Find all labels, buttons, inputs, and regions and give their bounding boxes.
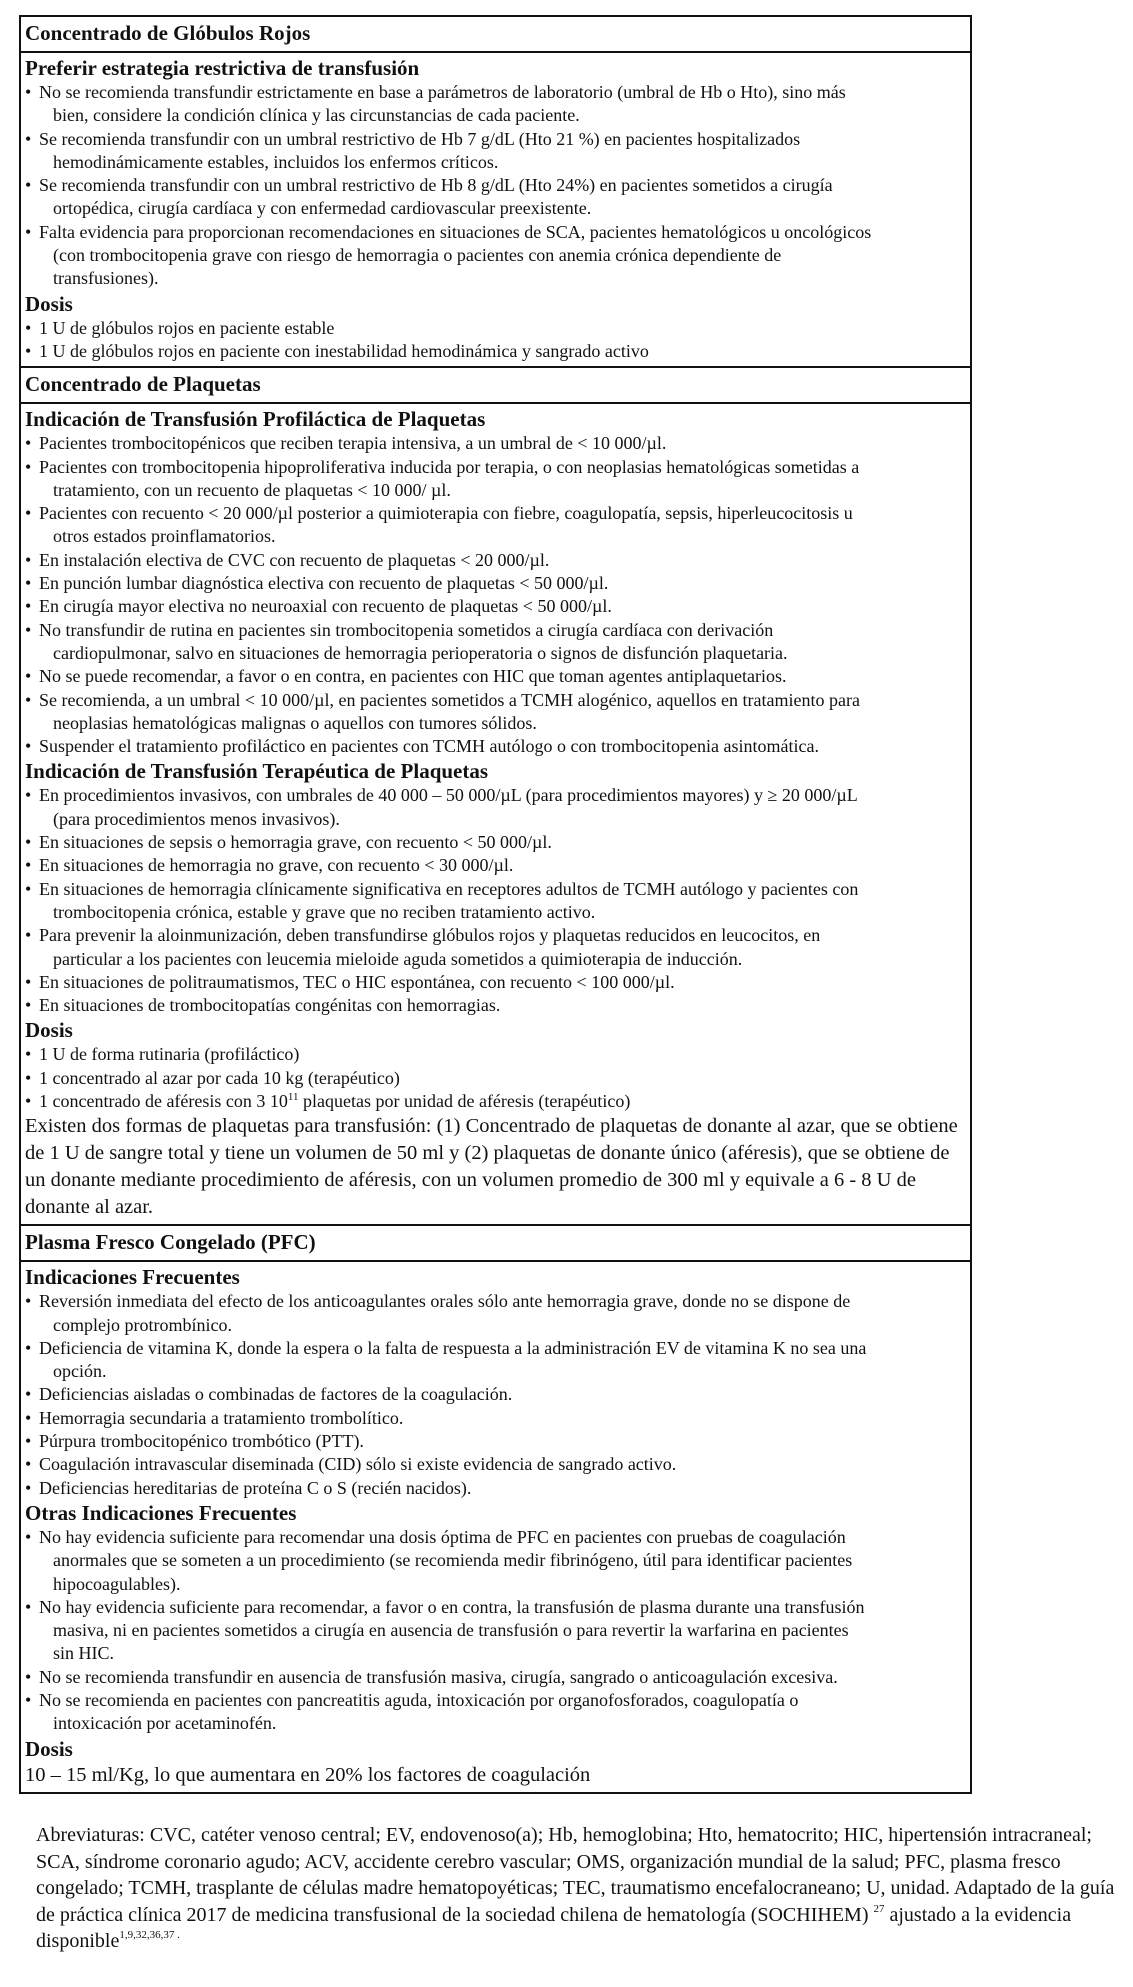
list-item — [25, 1526, 964, 1596]
list-item — [25, 432, 964, 455]
list-item — [25, 665, 964, 688]
bullet-text: Deficiencias aisladas o combinadas de factores de la coagulación. — [39, 1384, 513, 1405]
plasma-other-list — [25, 1526, 964, 1736]
bullet-text: No transfundir de rutina en pacientes sin trombocitopenia sometidos a cirugía cardíaca con derivación — [39, 619, 774, 640]
bullet-text: En situaciones de hemorragia clínicamente significativa en receptores adultos de TCMH autólogo y pacientes con — [39, 878, 859, 899]
bullet-text: Se recomienda, a un umbral < 10 000/µl, en pacientes sometidos a TCMH alogénico, aquellos en tratamiento para — [39, 689, 860, 710]
rbc-bullet-list — [25, 81, 964, 291]
bullet-continuation: (con trombocitopenia grave con riesgo de hemorragia o pacientes con anemia crónica dependiente de — [53, 245, 782, 266]
list-item — [25, 1043, 964, 1066]
bullet-continuation: otros estados proinflamatorios. — [53, 526, 276, 547]
bullet-text: En cirugía mayor electiva no neuroaxial con recuento de plaquetas < 50 000/µl. — [39, 596, 612, 617]
bullet-continuation: anormales que se someten a un procedimiento (se recomienda medir fibrinógeno, útil para identificar pacientes — [53, 1550, 853, 1571]
list-item — [25, 1596, 964, 1666]
bullet-continuation: tratamiento, con un recuento de plaquetas < 10 000/ µl. — [53, 479, 451, 500]
rbc-subtitle: Preferir estrategia restrictiva de transfusión — [25, 56, 420, 80]
rbc-dose-title: Dosis — [25, 291, 73, 316]
bullet-text: En situaciones de sepsis o hemorragia grave, con recuento < 50 000/µl. — [39, 832, 552, 853]
list-item — [25, 1430, 964, 1453]
bullet-text: 1 U de glóbulos rojos en paciente estable — [39, 317, 335, 338]
apheresis-dose-pre: 1 concentrado de aféresis con 3 10 — [39, 1090, 288, 1111]
bullet-continuation: masiva, ni en pacientes sometidos a cirugía en ausencia de transfusión o para revertir la warfarina en pacientes — [53, 1620, 849, 1641]
list-item — [25, 878, 964, 925]
list-item — [25, 924, 964, 971]
transfusion-table — [19, 15, 972, 1794]
list-item — [25, 502, 964, 549]
bullet-continuation: trombocitopenia crónica, estable y grave que no reciben tratamiento activo. — [53, 901, 596, 922]
bullet-text: No se puede recomendar, a favor o en contra, en pacientes con HIC que toman agentes antiplaquetarios. — [39, 666, 787, 687]
list-item — [25, 1453, 964, 1476]
plasma-frequent-list — [25, 1290, 964, 1500]
footnote-ref-list: 1,9,32,36,37 . — [119, 1929, 180, 1941]
platelets-section-body — [20, 403, 971, 1225]
list-item — [25, 1477, 964, 1500]
list-item — [25, 971, 964, 994]
rbc-dose-list — [25, 317, 964, 364]
list-item — [25, 128, 964, 175]
bullet-continuation: hipocoagulables). — [53, 1573, 181, 1594]
list-item — [25, 572, 964, 595]
bullet-text: No hay evidencia suficiente para recomendar, a favor o en contra, la transfusión de plasma durante una transfusión — [39, 1596, 865, 1617]
rbc-section-body — [20, 52, 971, 367]
platelets-section-title: Concentrado de Plaquetas — [20, 367, 971, 403]
bullet-text: Falta evidencia para proporcionan recomendaciones en situaciones de SCA, pacientes hematológicos u oncológicos — [39, 221, 872, 242]
abbreviations-footnote — [36, 1822, 1121, 1955]
platelets-dose-title: Dosis — [25, 1018, 73, 1043]
bullet-text: 1 U de glóbulos rojos en paciente con inestabilidad hemodinámica y sangrado activo — [39, 340, 649, 361]
list-item — [25, 595, 964, 618]
bullet-continuation: ortopédica, cirugía cardíaca y con enfermedad cardiovascular preexistente. — [53, 198, 592, 219]
list-item — [25, 1067, 964, 1090]
bullet-text: Se recomienda transfundir con un umbral restrictivo de Hb 8 g/dL (Hto 24%) en pacientes sometidos a cirugía — [39, 175, 833, 196]
list-item — [25, 689, 964, 736]
bullet-continuation: intoxicación por acetaminofén. — [53, 1713, 277, 1734]
bullet-text: Suspender el tratamiento profiláctico en pacientes con TCMH autólogo o con trombocitopenia asintomática. — [39, 736, 819, 757]
platelets-dose-list — [25, 1043, 964, 1090]
bullet-continuation: opción. — [53, 1361, 107, 1382]
bullet-continuation: (para procedimientos menos invasivos). — [53, 808, 340, 829]
bullet-continuation: bien, considere la condición clínica y las circunstancias de cada paciente. — [53, 105, 580, 126]
list-item — [25, 735, 964, 758]
list-item — [25, 221, 964, 291]
list-item — [25, 81, 964, 128]
platelets-therapeutic-list — [25, 784, 964, 1017]
bullet-text: En instalación electiva de CVC con recuento de plaquetas < 20 000/µl. — [39, 549, 550, 570]
bullet-text: Púrpura trombocitopénico trombótico (PTT). — [39, 1431, 364, 1452]
bullet-text: En punción lumbar diagnóstica electiva con recuento de plaquetas < 50 000/µl. — [39, 573, 609, 594]
apheresis-dose-post: plaquetas por unidad de aféresis (terapéutico) — [298, 1090, 631, 1111]
bullet-text: Hemorragia secundaria a tratamiento trombolítico. — [39, 1407, 404, 1428]
list-item — [25, 831, 964, 854]
list-item — [25, 1383, 964, 1406]
list-item — [25, 1290, 964, 1337]
platelets-prophylactic-list — [25, 432, 964, 758]
bullet-text: Pacientes trombocitopénicos que reciben terapia intensiva, a un umbral de < 10 000/µl. — [39, 433, 667, 454]
bullet-text: En procedimientos invasivos, con umbrales de 40 000 – 50 000/µL (para procedimientos mayores) y ≥ 20 000/µL — [39, 785, 858, 806]
footnote-text-2: ajustado a la evidencia disponible — [36, 1903, 1072, 1952]
list-item — [25, 317, 964, 340]
plasma-other-title: Otras Indicaciones Frecuentes — [25, 1500, 297, 1525]
bullet-text: En situaciones de politraumatismos, TEC o HIC espontánea, con recuento < 100 000/µl. — [39, 971, 675, 992]
plasma-dose-text: 10 – 15 ml/Kg, lo que aumentara en 20% los factores de coagulación — [25, 1763, 591, 1786]
list-item — [25, 1689, 964, 1736]
bullet-text: Se recomienda transfundir con un umbral restrictivo de Hb 7 g/dL (Hto 21 %) en pacientes hospitalizados — [39, 128, 801, 149]
rbc-section-title: Concentrado de Glóbulos Rojos — [20, 16, 971, 52]
bullet-text: Para prevenir la aloinmunización, deben transfundirse glóbulos rojos y plaquetas reducidos en leucocitos, en — [39, 925, 821, 946]
bullet-text: No se recomienda transfundir estrictamente en base a parámetros de laboratorio (umbral de Hb o Hto), sino más — [39, 82, 846, 102]
bullet-text: Reversión inmediata del efecto de los anticoagulantes orales sólo ante hemorragia grave, donde no se dispone de — [39, 1291, 851, 1312]
bullet-text: No se recomienda en pacientes con pancreatitis aguda, intoxicación por organofosforados, coagulopatía o — [39, 1690, 799, 1711]
platelets-therapeutic-title: Indicación de Transfusión Terapéutica de Plaquetas — [25, 759, 489, 784]
list-item — [25, 1666, 964, 1689]
plasma-dose-title: Dosis — [25, 1736, 73, 1761]
apheresis-dose-exponent: 11 — [287, 1090, 299, 1103]
plasma-section-body — [20, 1261, 971, 1792]
bullet-continuation: complejo protrombínico. — [53, 1314, 232, 1335]
list-item — [25, 619, 964, 666]
bullet-text: Deficiencias hereditarias de proteína C o S (recién nacidos). — [39, 1477, 472, 1498]
list-item — [25, 340, 964, 363]
list-item — [25, 994, 964, 1017]
bullet-continuation: particular a los pacientes con leucemia mieloide aguda sometidos a quimioterapia de inducción. — [53, 948, 743, 969]
bullet-continuation: neoplasias hematológicas malignas o aquellos con tumores sólidos. — [53, 712, 537, 733]
footnote-ref-27: 27 — [873, 1902, 885, 1915]
bullet-text: En situaciones de hemorragia no grave, con recuento < 30 000/µl. — [39, 855, 514, 876]
bullet-text: 1 concentrado al azar por cada 10 kg (terapéutico) — [39, 1067, 400, 1088]
bullet-text: No se recomienda transfundir en ausencia de transfusión masiva, cirugía, sangrado o anticoagulación excesiva. — [39, 1666, 838, 1687]
bullet-text: 1 U de forma rutinaria (profiláctico) — [39, 1044, 300, 1065]
bullet-text: No hay evidencia suficiente para recomendar una dosis óptima de PFC en pacientes con pruebas de coagulación — [39, 1526, 846, 1547]
bullet-text: Deficiencia de vitamina K, donde la espera o la falta de respuesta a la administración EV de vitamina K no sea una — [39, 1337, 867, 1358]
platelets-forms-paragraph: Existen dos formas de plaquetas para transfusión: (1) Concentrado de plaquetas de donante al azar, que se obtiene de 1 U de sangre total y tiene un volumen de 50 ml y (2) plaquetas de donante único (aféresis), que se obtiene de un donante mediante procedimiento de aféresis, con un volumen promedio de 300 ml y equivale a 6 - 8 U de donante al azar. — [25, 1115, 958, 1219]
list-item — [25, 549, 964, 572]
bullet-continuation: cardiopulmonar, salvo en situaciones de hemorragia perioperatoria o signos de disfunción plaquetaria. — [53, 642, 788, 663]
list-item — [25, 456, 964, 503]
plasma-frequent-title: Indicaciones Frecuentes — [25, 1265, 240, 1290]
list-item — [25, 1407, 964, 1430]
footnote-text: Abreviaturas: CVC, catéter venoso central; EV, endovenoso(a); Hb, hemoglobina; Hto, hematocrito; HIC, hipertensión intracraneal; SCA, síndrome coronario agudo; ACV, accidente cerebro vascular; OMS, organización mundial de la salud; PFC, plasma fresco congelado; TCMH, trasplante de células madre hematopoyéticas; TEC, traumatismo encefalocraneano; U, unidad. Adaptado de la guía de práctica clínica 2017 de medicina transfusional de la sociedad chilena de hematología (SOCHIHEM) — [36, 1824, 1115, 1926]
list-item — [25, 784, 964, 831]
bullet-continuation: hemodinámicamente estables, incluidos los enfermos críticos. — [53, 151, 499, 172]
list-item — [25, 1090, 964, 1113]
list-item — [25, 854, 964, 877]
bullet-text: Coagulación intravascular diseminada (CID) sólo si existe evidencia de sangrado activo. — [39, 1454, 677, 1475]
list-item — [25, 1337, 964, 1384]
plasma-section-title: Plasma Fresco Congelado (PFC) — [20, 1225, 971, 1261]
platelets-prophylactic-title: Indicación de Transfusión Profiláctica de Plaquetas — [25, 407, 486, 432]
bullet-text: Pacientes con trombocitopenia hipoproliferativa inducida por terapia, o con neoplasias hematológicas sometidas a — [39, 456, 860, 477]
bullet-text: Pacientes con recuento < 20 000/µl posterior a quimioterapia con fiebre, coagulopatía, sepsis, hiperleucocitosis u — [39, 503, 853, 524]
bullet-continuation: sin HIC. — [53, 1643, 115, 1664]
bullet-continuation: transfusiones). — [53, 268, 159, 289]
bullet-text: En situaciones de trombocitopatías congénitas con hemorragias. — [39, 995, 501, 1016]
platelets-dose-list-last — [25, 1090, 964, 1113]
list-item — [25, 174, 964, 221]
